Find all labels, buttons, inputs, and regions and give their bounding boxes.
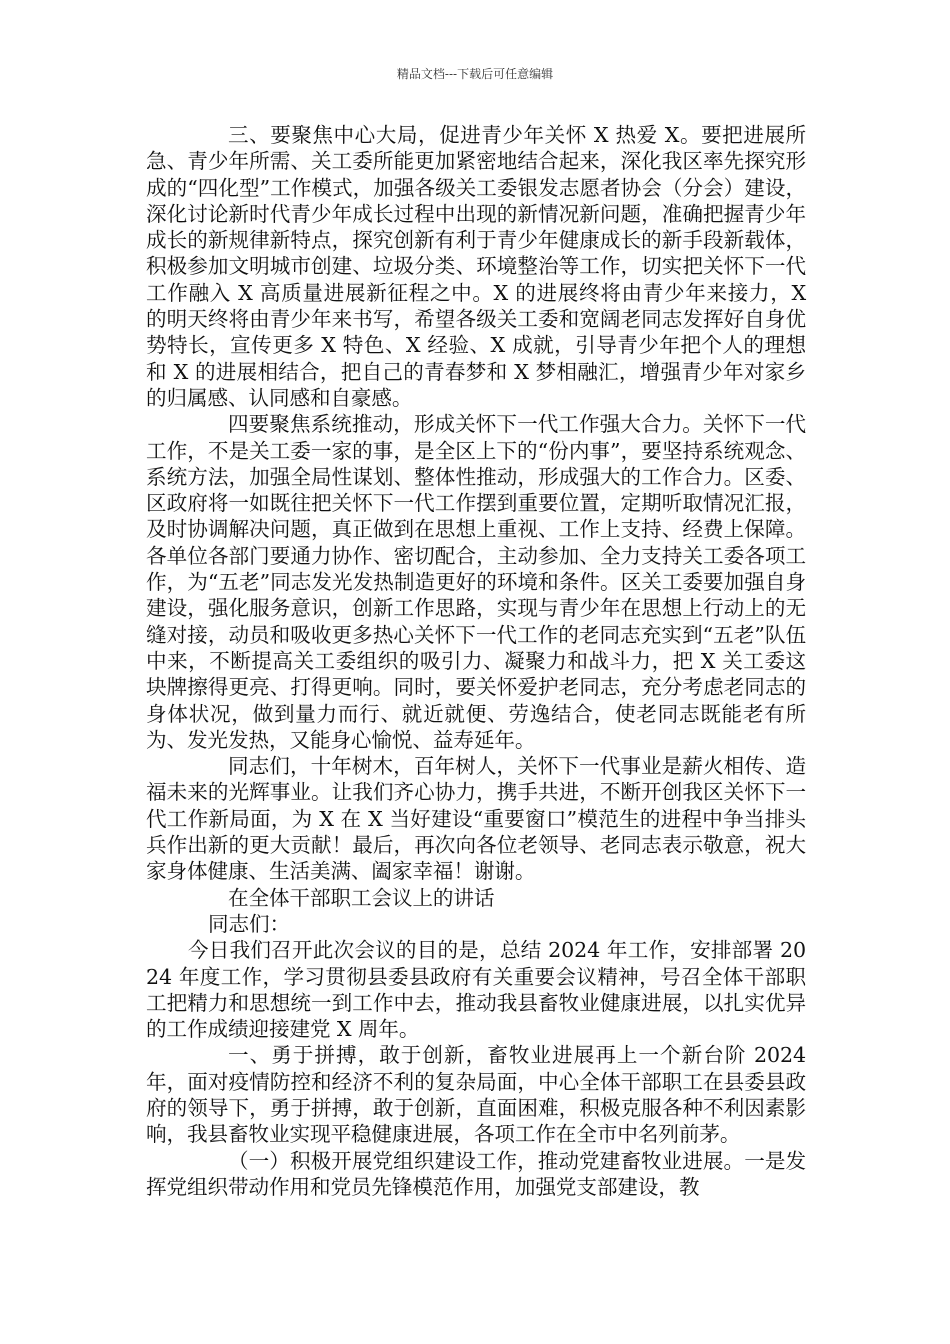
paragraph-section-four: 四要聚焦系统推动，形成关怀下一代工作强大合力。关怀下一代工作，不是关工委一家的事，是全区上下的“份内事”，要坚持系统观念、系统方法，加强全局性谋划、整体性推动，形成强大的工作合力。区委、区政府将一如既往把关怀下一代工作摆到重要位置，定期听取情况汇报，及时协调解决问题，真正做到在思想上重视、工作上支持、经费上保障。各单位各部门要通力协作、密切配合，主动参加、全力支持关工委各项工作，为“五老”同志发光发热制造更好的环境和条件。区关工委要加强自身建设，强化服务意识，创新工作思路，实现与青少年在思想上行动上的无缝对接，动员和吸收更多热心关怀下一代工作的老同志充实到“五老”队伍中来，不断提高关工委组织的吸引力、凝聚力和战斗力，把 X 关工委这块牌擦得更亮、打得更响。同时，要关怀爱护老同志，充分考虑老同志的身体状况，做到量力而行、就近就便、劳逸结合，使老同志既能老有所为、发光发热，又能身心愉悦、益寿延年。 [146, 412, 806, 752]
speech-title: 在全体干部职工会议上的讲话 [228, 885, 495, 910]
paragraph-intro: 今日我们召开此次会议的目的是，总结 2024 年工作，安排部署 2024 年度工作，学习贯彻县委县政府有关重要会议精神，号召全体干部职工把精力和思想统一到工作中去，推动我县畜牧业健康进展，以扎实优异的工作成绩迎接建党 X 周年。 [146, 938, 806, 1042]
paragraph-closing: 同志们，十年树木，百年树人，关怀下一代事业是薪火相传、造福未来的光辉事业。让我们齐心协力，携手共进，不断开创我区关怀下一代工作新局面，为 X 在 X 当好建设“重要窗口”模范生的进程中争当排头兵作出新的更大贡献！最后，再次向各位老领导、老同志表示敬意，祝大家身体健康、生活美满、阖家幸福！谢谢。 [146, 754, 806, 884]
page-header: 精品文档---下载后可任意编辑 [396, 67, 554, 81]
document-body [146, 122, 806, 1200]
paragraph-subsection-one: （一）积极开展党组织建设工作，推动党建畜牧业进展。一是发挥党组织带动作用和党员先锋模范作用，加强党支部建设，教 [146, 1148, 806, 1199]
paragraph-part-one: 一、勇于拼搏，敢于创新，畜牧业进展再上一个新台阶 2024 年，面对疫情防控和经济不利的复杂局面，中心全体干部职工在县委县政府的领导下，勇于拼搏，敢于创新，直面困难，积极克服各种不利因素影响，我县畜牧业实现平稳健康进展，各项工作在全市中名列前茅。 [146, 1043, 806, 1147]
salutation: 同志们： [208, 911, 290, 936]
paragraph-section-three: 三、要聚焦中心大局，促进青少年关怀 X 热爱 X。要把进展所急、青少年所需、关工委所能更加紧密地结合起来，深化我区率先探究形成的“四化型”工作模式，加强各级关工委银发志愿者协会（分会）建设，深化讨论新时代青少年成长过程中出现的新情况新问题，准确把握青少年成长的新规律新特点，探究创新有利于青少年健康成长的新手段新载体，积极参加文明城市创建、垃圾分类、环境整治等工作，切实把关怀下一代工作融入 X 高质量进展新征程之中。X 的进展终将由青少年来接力，X 的明天终将由青少年来书写，希望各级关工委和宽阔老同志发挥好自身优势特长，宣传更多 X 特色、X 经验、X 成就，引导青少年把个人的理想和 X 的进展相结合，把自己的青春梦和 X 梦相融汇，增强青少年对家乡的归属感、认同感和自豪感。 [146, 123, 806, 410]
